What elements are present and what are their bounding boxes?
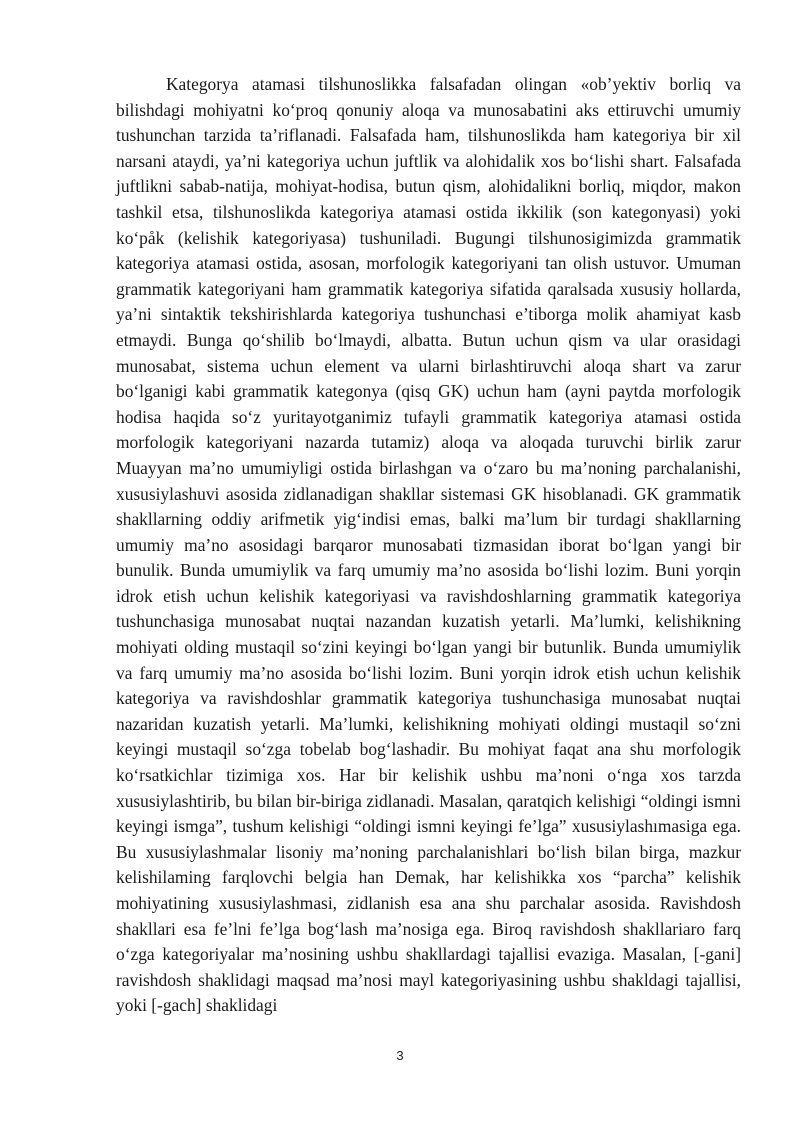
page-number: 3 <box>396 1048 404 1063</box>
body-paragraph: Kategorya atamasi tilshunoslikka falsafadan olingan «ob’yektiv borliq va bilishdagi mohiyatni ko‘proq qonuniy aloqa va munosabatini aks ettiruvchi umumiy tushunchan tarzida ta’riflanadi. Falsafada ham, tilshunoslikda ham kategoriya bir xil narsani ataydi, ya’ni kategoriya uchun juftlik va alohidalik xos bo‘lishi shart. Falsafada juftlikni sabab-natija, mohiyat-hodisa, butun qism, alohidalikni borliq, miqdor, makon tashkil etsa, tilshunoslikda kategoriya atamasi ostida ikkilik (son kategonyasi) yoki ko‘påk (kelishik kategoriyasa) tushuniladi. Bugungi tilshunosigimizda grammatik kategoriya atamasi ostida, asosan, morfologik kategoriyani tan olish ustuvor. Umuman grammatik kategoriyani ham grammatik kategoriya sifatida qaralsada xususiy hollarda, ya’ni sintaktik tekshirishlarda kategoriya tushunchasi e’tiborga molik ahamiyat kasb etmaydi. Bunga qo‘shilib bo‘lmaydi, albatta. Butun uchun qism va ular orasidagi munosabat, sistema uchun element va ularni birlashtiruvchi aloqa shart va zarur bo‘lganigi kabi grammatik kategonya (qisq GK) uchun ham (ayni paytda morfologik hodisa haqida so‘z yuritayotganimiz tufayli grammatik kategoriya atamasi ostida morfologik kategoriyani nazarda tutamiz) aloqa va aloqada turuvchi birlik zarur Muayyan ma’no umumiyligi ostida birlashgan va o‘zaro bu ma’noning parchalanishi, xususiylashuvi asosida zidlanadigan shakllar sistemasi GK hisoblanadi. GK grammatik shakllarning oddiy arifmetik yig‘indisi emas, balki ma’lum bir turdagi shakllarning umumiy ma’no asosidagi barqaror munosabati tizmasidan iborat bo‘lgan yangi bir bunulik. Bunda umumiylik va farq umumiy ma’no asosida bo‘lishi lozim. Buni yorqin idrok etish uchun kelishik kategoriyasi va ravishdoshlarning grammatik kategoriya tushunchasiga munosabat nuqtai nazandan kuzatish yetarli. Ma’lumki, kelishikning mohiyati olding mustaqil so‘zini keyingi bo‘lgan yangi bir butunlik. Bunda umumiylik va farq umumiy ma’no asosida bo‘lishi lozim. Buni yorqin idrok etish uchun kelishik kategoriya va ravishdoshlar grammatik kategoriya tushunchasiga munosabat nuqtai nazaridan kuzatish yetarli. Ma’lumki, kelishikning mohiyati oldingi mustaqil so‘zni keyingi mustaqil so‘zga tobelab bog‘lashadir. Bu mohiyat faqat ana shu morfologik ko‘rsatkichlar tizimiga xos. Har bir kelishik ushbu ma’noni o‘nga xos tarzda xususiylashtirib, bu bilan bir-biriga zidlanadi. Masalan, qaratqich kelishigi “oldingi ismni keyingi ismga”, tushum kelishigi “oldingi ismni keyingi fe’lga” xususiylashımasiga ega. Bu xususiylashmalar lisoniy ma’noning parchalanishlari bo‘lish bilan birga, mazkur kelishilaming farqlovchi belgia han Demak, har kelishikka xos “parcha” kelishik mohiyatining xususiylashmasi, zidlanish esa ana shu parchalar asosida. Ravishdosh shakllari esa fe’lni fe’lga bog‘lash ma’nosiga ega. Biroq ravishdosh shakllariaro farq o‘zga kategoriyalar ma’nosining ushbu shakllardagi tajallisi evaziga. Masalan, [-gani] ravishdosh shaklidagi maqsad ma’nosi mayl kategoriyasining ushbu shakldagi tajallisi, yoki [-gach] shaklidagi <box>116 74 741 1016</box>
